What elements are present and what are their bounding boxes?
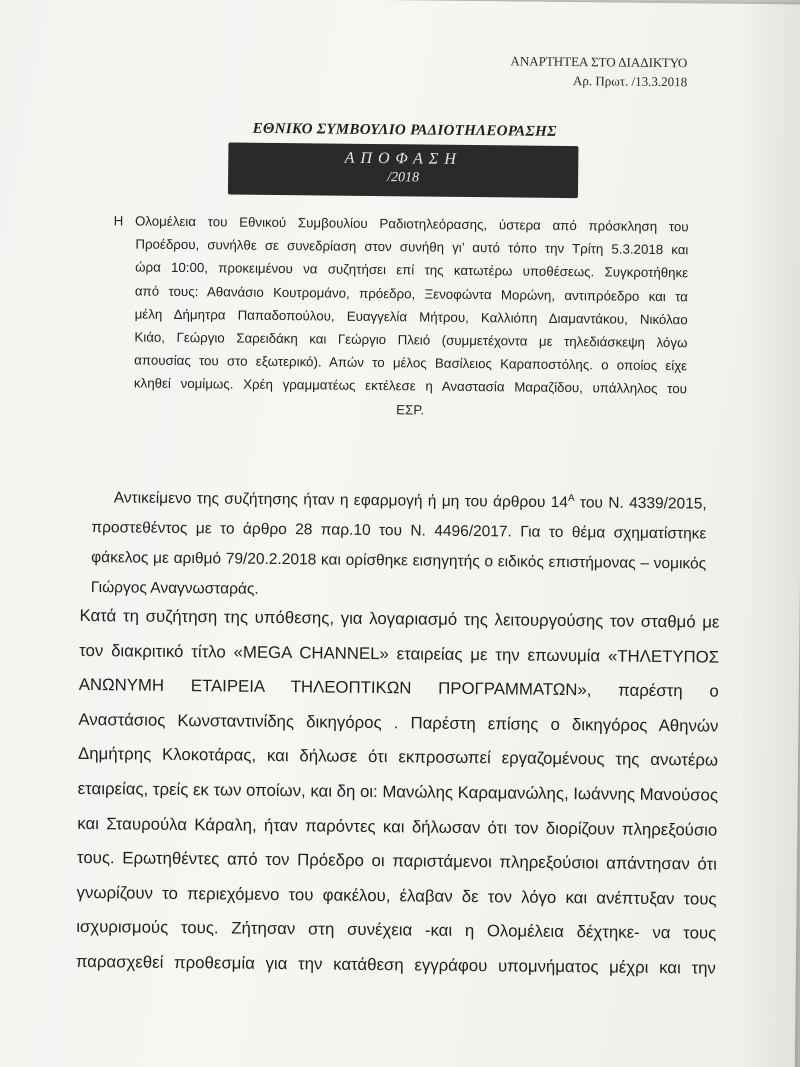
paragraph-hearing: [76, 599, 720, 986]
text-line: Η Ολομέλεια του Εθνικού Συμβουλίου Ραδιοτηλεόρασης, ύστερα από πρόσκληση του: [113, 213, 689, 235]
decision-word: ΑΠΟΦΑΣΗ: [344, 149, 462, 168]
text-line: Κιάο, Γεώργιο Σαρειδάκη και Γεώργιο Πλειό (συμμετέχοντα με τηλεδιάσκεψη λόγω: [134, 329, 688, 351]
article-superscript: Α: [567, 493, 575, 505]
text-line: γνωρίζουν το περιεχόμενο του φακέλου, έλαβαν δε τον λόγο και ανέπτυξαν τους: [76, 882, 717, 909]
text-line: ισχυρισμούς τους. Ζήτησαν στη συνέχεια -και η Ολομέλεια δέχτηκε- να τους: [76, 917, 717, 943]
text-line: απουσίας του στο εξωτερικό). Απών το μέλος Βασίλειος Καραποστόλης. ο οποίος είχε: [134, 352, 688, 374]
text-line: Κατά τη συζήτηση της υπόθεσης, για λογαριασμό της λειτουργούσης τον σταθμό με: [79, 605, 720, 632]
posting-header: [510, 51, 687, 91]
text-line: κληθεί νομίμως. Χρέη γραμματέως εκτέλεσε η Αναστασία Μαραζίδου, υπάλληλος του: [133, 375, 687, 397]
text-line: ΑΝΩΝΥΜΗ ΕΤΑΙΡΕΙΑ ΤΗΛΕΟΠΤΙΚΩΝ ΠΡΟΓΡΑΜΜΑΤΩΝ», παρέστη ο: [78, 675, 719, 701]
paragraph-session: [112, 209, 689, 424]
subject-text-start: Αντικείμενο της συζήτησης ήταν η εφαρμογή ή μη του άρθρου 14: [113, 489, 569, 512]
text-line: ώρα 10:00, προκειμένου να συζητήσει επί της κατωτέρω υποθέσεως. Συγκροτήθηκε: [135, 259, 689, 281]
text-line: τον διακριτικό τίτλο «MEGA CHANNEL» εταιρείας με την επωνυμία «ΤΗΛΕΤΥΠΟΣ: [79, 640, 720, 667]
text-line: τους. Ερωτηθέντες από τον Πρόεδρο οι παριστάμενοι πληρεξούσιοι απάντησαν ότι: [76, 848, 718, 874]
text-line: Αναστάσιος Κωνσταντινίδης δικηγόρος . Παρέστη επίσης ο δικηγόρος Αθηνών: [78, 709, 719, 736]
council-title: ΕΘΝΙΚΟ ΣΥΜΒΟΥΛΙΟ ΡΑΔΙΟΤΗΛΕΟΡΑΣΗΣ: [252, 120, 557, 140]
text-line: ΕΣΡ.: [396, 401, 425, 418]
text-line: παρασχεθεί προθεσμία για την κατάθεση εγγράφου υπομνήματος μέχρι και την: [75, 951, 716, 978]
paragraph-subject: [91, 479, 707, 610]
decision-banner: [228, 142, 579, 198]
protocol-number: Αρ. Πρωτ. /13.3.2018: [572, 73, 688, 90]
text-line: από τους: Αθανάσιο Κουτρομάνο, πρόεδρο, Ξενοφώντα Μορώνη, αντιπρόεδρο και τα: [134, 283, 688, 304]
decision-number: /2018: [387, 170, 420, 186]
posting-notice: ΑΝΑΡΤΗΤΕΑ ΣΤΟ ΔΙΑΔΙΚΤΥΟ: [510, 53, 688, 71]
text-line: εταιρείας, τρείς εκ των οποίων, και δη οι: Μανώλης Καραμανώλης, Ιωάννης Μανούσος: [77, 778, 719, 805]
text-line: και Σταυρούλα Κάραλη, ήταν παρόντες και δήλωσαν ότι τον διορίζουν πληρεξούσιο: [77, 813, 718, 840]
text-line: Δημήτρης Κλοκοτάρας, και δήλωσε ότι εκπροσωπεί εργαζομένους της ανωτέρω: [77, 744, 719, 770]
subject-text-end: του Ν. 4339/2015, προστεθέντος με το άρθρο 28 παρ.10 του Ν. 4496/2017. Για το θέμα σχηματίστηκε φάκελος με αριθμό 79/20.2.2018 και ορίσθηκε εισηγητής ο ειδικός επιστήμονας – νομικός Γιώργος Αναγνωσταράς.: [90, 494, 707, 598]
text-line: Προέδρου, συνήλθε σε συνεδρίαση στον συνήθη γι’ αυτό τόπο την Τρίτη 5.3.2018 και: [135, 236, 689, 258]
text-line: μέλη Δήμητρα Παπαδοπούλου, Ευαγγελία Μήτρου, Καλλιόπη Διαμαντάκου, Νικόλαο: [134, 306, 688, 328]
